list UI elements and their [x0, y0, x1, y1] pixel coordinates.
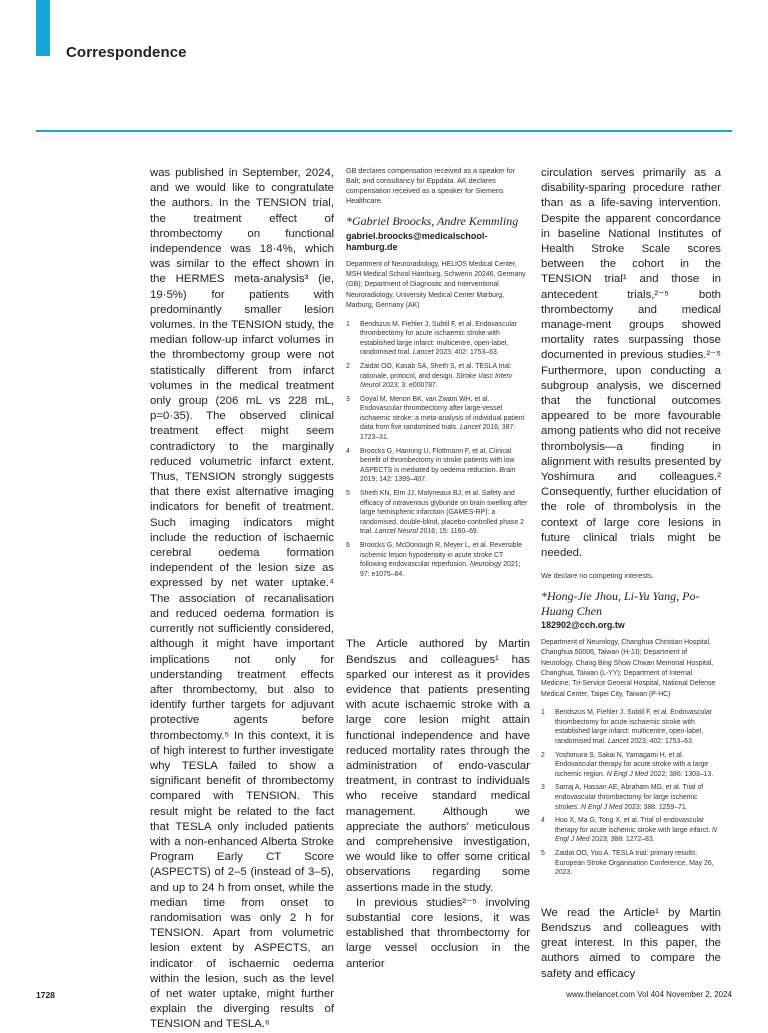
reference-item — [346, 541, 530, 579]
reference-number: 4 — [346, 447, 350, 455]
reference-text: Bendszus M, Fiehler J, Subtil F, et al. Endovascular thrombectomy for acute ischaemic stroke with established large infarct: multicentre, open-label, randomised trial. — [555, 709, 713, 745]
competing-interests-2: We declare no competing interests. — [541, 571, 654, 581]
reference-list-1 — [346, 320, 530, 580]
reference-journal: Stroke Vasc Interv Neurol — [360, 372, 513, 390]
author-email-2[interactable]: 182902@cch.org.tw — [541, 620, 625, 631]
reference-citation: 2023; 402: 1753–63. — [630, 738, 694, 745]
author-email-1[interactable]: gabriel.broocks@medicalschool-hamburg.de — [346, 230, 488, 252]
middle-paragraph-2: In previous studies²⁻⁵ involving substantial core lesions, it was established that thrombectomy for large vessel occlusion in the anterior — [346, 896, 530, 970]
reference-number: 5 — [541, 849, 545, 857]
reference-journal: Lancet — [607, 738, 629, 745]
reference-item — [541, 783, 721, 812]
reference-journal: Lancet — [459, 424, 481, 432]
reference-number: 3 — [541, 784, 545, 792]
reference-number: 1 — [541, 709, 545, 717]
reference-citation: 2023; 388: 1259–71. — [624, 803, 688, 811]
reference-item — [541, 816, 721, 845]
reference-citation: 2023; 3: e000787. — [382, 382, 438, 390]
reference-item — [541, 849, 721, 878]
right-column — [541, 166, 721, 982]
reference-citation: 2021; 97: e1075–84. — [360, 561, 521, 578]
right-closing-paragraph: We read the Article¹ by Martin Bendszus and colleagues with great interest. In this paper, the authors aimed to compare the safety and efficacy — [541, 906, 721, 980]
reference-citation: 2023; 402: 1753–63. — [435, 349, 499, 357]
middle-paragraph-1: The Article authored by Martin Bendszus and colleagues¹ has sparked our interest as it provides evidence that patients presenting with acute ischaemic stroke with a large core lesion might attain functional independence and have reduced mortality rates through the administration of endo-vascular treatment, in contrast to individuals who receive standard medical management. Although we appreciate the authors' meticulous and comprehensive investigation, we would like to offer some critical observations regarding some assertions made in the study. — [346, 638, 530, 894]
section-title: Correspondence — [66, 44, 187, 61]
reference-text: Goyal M, Menon BK, van Zwam WH, et al. Endovascular thrombectomy after large-vessel ischaemic stroke: a meta-analysis of individual patient data from five randomised trials. — [360, 395, 525, 432]
author-affiliation-2: Department of Neurology, Changhua Christian Hospital, Changhua 50006, Taiwan (H-JJ); Department of Neurology, Chang Bing Show Chwan Memorial Hospital, Changhua, Taiwan (L-YY); Department of Internal Medicine, Tri-Service General Hospital, National Defense Medical Center, Taipei City, Taiwan (P-HC) — [541, 638, 716, 698]
right-paragraph-1: circulation serves primarily as a disability-sparing procedure rather than as a life-saving intervention. Despite the apparent concordance in baseline National Institutes of Health Stroke Scale scores between the cohort in the TENSION trial¹ and those in antecedent trials,²⁻⁵ both thrombectomy and medical manage-ment groups showed mortality rates surpassing those documented in previous studies.²⁻⁵ Furthermore, upon conducting a subgroup analysis, we discerned that the functional outcomes appeared to be more favourable among patients who did not receive thrombolysis—a finding in alignment with results presented by Yoshimura and colleagues.² Consequently, further elucidation of the role of thrombolysis in the context of large core lesions in future clinical trials might be needed. — [541, 167, 721, 560]
reference-citation: 2019; 142: 1399–407. — [360, 476, 428, 484]
journal-footer: www.thelancet.com Vol 404 November 2, 2024 — [566, 990, 732, 999]
reference-journal: Brain — [499, 466, 516, 474]
reference-number: 2 — [541, 751, 545, 759]
reference-item — [346, 395, 530, 443]
left-body-text — [150, 166, 334, 1033]
reference-citation: 2022; 386: 1303–13. — [650, 770, 714, 778]
reference-citation: 2023; 388: 1272–83. — [591, 836, 655, 844]
reference-journal: N Engl J Med — [581, 803, 623, 811]
author-names-2: *Hong-Jie Jhou, Li-Yu Yang, Po-Huang Chen — [541, 589, 700, 618]
reference-text: Huo X, Ma G, Tong X, et al. Trial of endovascular therapy for acute ischemic stroke with large infarct. — [555, 817, 711, 834]
reference-journal: Lancet — [412, 349, 434, 357]
middle-column — [346, 166, 530, 972]
reference-text: Sarraj A, Hassan AE, Abraham MG, et al. Trial of endovascular thrombectomy for large ischemic strokes. — [555, 784, 704, 811]
reference-item — [346, 320, 530, 358]
competing-interests-1: GB declares compensation received as a speaker for Balt; and consultancy for Eppdata. AK declares compensation received as a speaker for Siemens Healthcare. — [346, 166, 515, 205]
page-number: 1728 — [36, 990, 55, 1000]
right-body-text — [541, 166, 721, 561]
reference-journal: Neurology — [469, 561, 502, 569]
reference-text: Yoshimura S, Sakai N, Yamagami H, et al. Endovascular therapy for acute stroke with a large ischemic region. — [555, 751, 709, 778]
header-rule — [36, 130, 732, 132]
left-paragraph: was published in September, 2024, and we would like to congratulate the authors. In the TENSION trial, the treatment effect of thrombectomy on functional independence was 18·4%, which was similar to the effect shown in the HERMES meta-analysis³ (ie, 19·5%) for patients with predominantly smaller lesion volumes. In the TENSION study, the median follow-up infarct volumes in the thrombectomy group were not statistically different from infarct volumes in the medical treatment only group (206 mL vs 228 mL, p=0·35). The observed clinical treatment effect might seem contradictory to the marginally reduced volumetric infarct extent. Thus, TENSION strongly suggests that there exist alternative imaging indicators for benefit of treatment. Such imaging indicators might include the reduction of ischaemic cerebral oedema formation independent of the lesion size as expressed by net water uptake.⁴ The association of recanalisation and reduced oedema formation is currently not sufficiently considered, although it might have important implications not only for understanding treatment effects after thrombectomy, but also to identify further targets for adjuvant protective agents before thrombectomy.⁵ In this context, it is of high interest to further investigate why TESLA failed to show a significant benefit of thrombectomy compared with TENSION. This result might be related to the fact that TESLA only included patients with a non-enhanced Alberta Stroke Program Early CT Score (ASPECTS) of 2–5 (instead of 3–5), and up to 24 h from onset, while the median time from onset to randomisation was only 2 h for TENSION. Apart from volumetric lesion extent by ASPECTS, an indicator of ischaemic oedema within the lesion, such as the level of net water uptake, might further explain the diverging results of TENSION and TESLA.⁶ — [150, 167, 334, 1031]
reference-citation: 2016; 15: 1160–69. — [419, 528, 479, 536]
reference-text: Broocks G, McDonough R, Meyer L, et al. Reversible ischemic lesion hypodensity in acute stroke CT following endovascular reperfusion. — [360, 542, 522, 569]
reference-text: Zaidat OO, Kasab SA, Sheth S, et al. TESLA trial: rationale, protocol, and design. — [360, 362, 512, 380]
reference-text: Zaidat OO, Yoo A. TESLA trial: primary results. European Stroke Organisation Conference, May 26, 2023. — [555, 849, 714, 877]
reference-journal: Lancet Neurol — [374, 528, 418, 536]
reference-number: 4 — [541, 817, 545, 825]
accent-bar — [36, 0, 50, 56]
reference-item — [346, 489, 530, 537]
reference-item — [541, 751, 721, 780]
reference-number: 2 — [346, 362, 350, 370]
reference-journal: N Engl J Med — [555, 826, 718, 844]
middle-body-text — [346, 637, 530, 971]
left-column — [150, 166, 334, 1033]
reference-journal: N Engl J Med — [606, 770, 649, 778]
reference-item — [346, 447, 530, 485]
right-closing-text — [541, 906, 721, 982]
author-affiliation-1: Department of Neuroradiology, HELIOS Medical Center, MSH Medical School Hamburg, Schwerin 20246, Germany (GB); Department of Diagnostic and Interventional Neuroradiology, University Medical Center Marburg, Marburg, Germany (AK) — [346, 260, 526, 310]
reference-text: Broocks G, Hanning U, Flottmann F, et al. Clinical benefit of thrombectomy in stroke patients with low ASPECTS is mediated by oedema reduction. — [360, 447, 515, 474]
reference-item — [346, 362, 530, 391]
reference-number: 1 — [346, 320, 350, 328]
reference-text: Sheth KN, Elm JJ, Molyneaux BJ, et al. Safety and efficacy of intravenous glyburide on brain swelling after large hemispheric infarction (GAMES-RP): a randomised, double-blind, placebo-controlled phase 2 trial. — [360, 490, 528, 536]
author-names-1: *Gabriel Broocks, Andre Kemmling — [346, 214, 519, 228]
reference-citation: 2016; 387: 1723–31. — [360, 424, 516, 442]
reference-number: 5 — [346, 490, 350, 498]
reference-item — [541, 708, 721, 746]
reference-number: 3 — [346, 395, 350, 403]
reference-text: Bendszus M, Fiehler J, Subtil F, et al. Endovascular thrombectomy for acute ischaemic stroke with established large infarct: multicentre, open-label, randomised trial. — [360, 320, 518, 357]
reference-list-2 — [541, 708, 721, 878]
reference-number: 6 — [346, 542, 350, 549]
